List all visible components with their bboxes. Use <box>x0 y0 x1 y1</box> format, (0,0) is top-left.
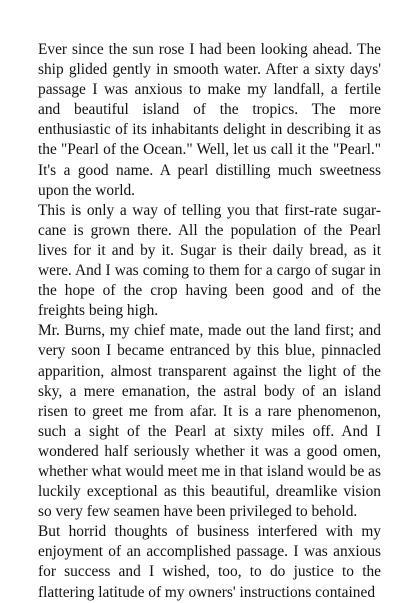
paragraph-sugar-cane: This is only a way of telling you that first-rate sugar-cane is grown there. All the population of the Pearl lives for it and by it. Sugar is their daily bread, as it were. And I was coming to them for a cargo of sugar in the hope of the crop having been good and of the freights being high. <box>38 201 381 320</box>
paragraph-first-sight: Mr. Burns, my chief mate, made out the land first; and very soon I became entranced by this blue, pinnacled apparition, almost transparent against the light of the sky, a mere emanation, the astral body of an island risen to greet me from afar. It is a rare phenomenon, such a sight of the Pearl at sixty miles off. And I wondered half seriously whether it was a good omen, whether what would meet me in that island would be as luckily exceptional as this beautiful, dreamlike vision so very few seamen have been privileged to behold. <box>38 322 381 521</box>
paragraph-business-thoughts: But horrid thoughts of business interfered with my enjoyment of an accomplished passage. I was anxious for success and I wished, too, to do justice to the flattering latitude of my owners' instructions contained <box>38 523 381 601</box>
paragraph-landfall: Ever since the sun rose I had been looking ahead. The ship glided gently in smooth water. After a sixty days' passage I was anxious to make my landfall, a fertile and beautiful island of the tropics. The more enthusiastic of its inhabitants delight in describing it as the "Pearl of the Ocean." Well, let us call it the "Pearl." It's a good name. A pearl distilling much sweetness upon the world. <box>38 41 381 199</box>
document-page <box>38 40 381 603</box>
